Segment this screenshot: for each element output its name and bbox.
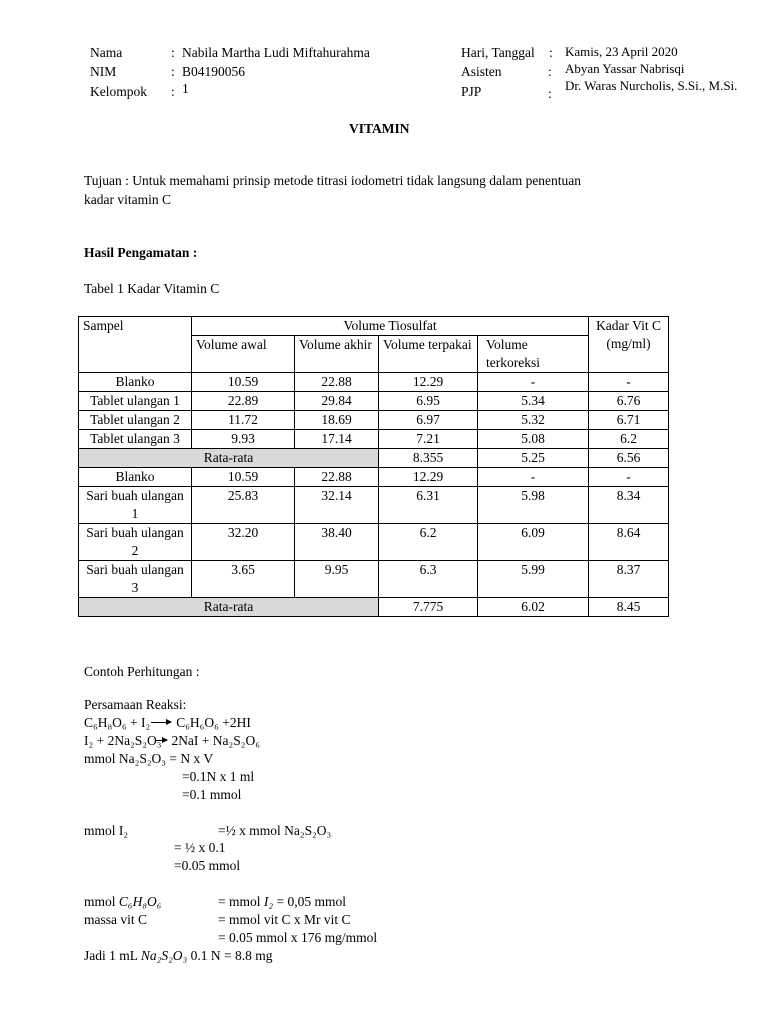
cell-awal: 11.72 — [192, 411, 295, 430]
cell-terpakai: 7.21 — [379, 430, 478, 449]
cell-sampel: Sari buah ulangan 2 — [79, 524, 192, 561]
cell-label: Rata-rata — [79, 598, 379, 617]
label-nim: NIM — [90, 64, 117, 79]
page-title: VITAMIN — [349, 121, 410, 136]
cell-kadar: 8.34 — [589, 487, 669, 524]
cell-akhir: 29.84 — [295, 392, 379, 411]
c-i2-formula: I₂ — [263, 894, 274, 909]
mmol-na-line: mmol Na₂S₂O₃ = N x V — [84, 751, 214, 766]
cell-terpakai: 8.355 — [379, 449, 478, 468]
cell-terkoreksi: 5.32 — [478, 411, 589, 430]
cell-terpakai: 7.775 — [379, 598, 478, 617]
mmol-c-eq — [218, 894, 346, 911]
cell-sampel: Blanko — [79, 373, 192, 392]
cell-kadar: 8.64 — [589, 524, 669, 561]
reaction-1-left: C₆H₈O₆ + I₂ — [84, 715, 151, 730]
jadi-val: 0.1 N = 8.8 mg — [190, 948, 273, 963]
label-kelompok: Kelompok — [90, 84, 147, 99]
value-pjp: Dr. Waras Nurcholis, S.Si., M.Si. — [565, 78, 738, 93]
value-nim: B04190056 — [182, 64, 246, 79]
i2-step-3: =0.05 mmol — [174, 858, 241, 873]
cell-terkoreksi: - — [478, 468, 589, 487]
cell-terkoreksi: 5.98 — [478, 487, 589, 524]
cell-awal: 10.59 — [192, 373, 295, 392]
header-volume-terpakai: Volume terpakai — [379, 336, 478, 373]
sep: : — [548, 86, 552, 101]
reaction-2-left: I₂ + 2Na₂S₂O₃ — [84, 733, 162, 748]
value-hari: Kamis, 23 April 2020 — [565, 44, 678, 59]
massa-step-2: = 0.05 mmol x 176 mg/mmol — [218, 930, 378, 945]
cell-akhir: 22.88 — [295, 373, 379, 392]
value-asisten: Abyan Yassar Nabrisqi — [565, 61, 685, 76]
average-row — [79, 598, 669, 617]
cell-akhir: 18.69 — [295, 411, 379, 430]
jadi-line — [84, 948, 272, 965]
cell-sampel: Sari buah ulangan 1 — [79, 487, 192, 524]
table-row — [79, 373, 669, 392]
reaction-2-right: 2NaI + Na₂S₂O₆ — [171, 733, 260, 748]
cell-kadar: 6.76 — [589, 392, 669, 411]
label-pjp: PJP — [461, 84, 482, 99]
cell-terpakai: 6.31 — [379, 487, 478, 524]
vitamin-c-table — [78, 316, 669, 617]
value-kelompok: 1 — [182, 81, 189, 96]
cell-terkoreksi: 6.02 — [478, 598, 589, 617]
table-row — [79, 430, 669, 449]
reaction-1 — [84, 715, 251, 732]
cell-terpakai: 12.29 — [379, 468, 478, 487]
cell-awal: 9.93 — [192, 430, 295, 449]
jadi-formula: Na₂S₂O₃ — [140, 948, 188, 963]
header-volume-terkoreksi: Volume terkoreksi — [478, 336, 589, 373]
average-row — [79, 449, 669, 468]
cell-awal: 25.83 — [192, 487, 295, 524]
sep: : — [549, 45, 553, 60]
cell-sampel: Tablet ulangan 1 — [79, 392, 192, 411]
cell-sampel: Tablet ulangan 3 — [79, 430, 192, 449]
label-hari: Hari, Tanggal — [461, 45, 535, 60]
cell-akhir: 17.14 — [295, 430, 379, 449]
na-step-3: =0.1 mmol — [182, 787, 242, 802]
arrow-icon — [151, 722, 171, 723]
jadi-text: Jadi 1 mL — [84, 948, 138, 963]
cell-kadar: 8.45 — [589, 598, 669, 617]
mmol-i2-label: mmol I₂ — [84, 823, 129, 838]
cell-terkoreksi: 5.25 — [478, 449, 589, 468]
header-volume-akhir: Volume akhir — [295, 336, 379, 373]
cell-awal: 3.65 — [192, 561, 295, 598]
header-volume-awal: Volume awal — [192, 336, 295, 373]
table-row — [79, 561, 669, 598]
mmol-c-label — [84, 894, 161, 911]
c-val-text: = 0,05 mmol — [276, 894, 346, 909]
cell-terkoreksi: 5.34 — [478, 392, 589, 411]
sep: : — [171, 84, 175, 99]
cell-sampel: Blanko — [79, 468, 192, 487]
cell-terkoreksi: 5.99 — [478, 561, 589, 598]
value-nama: Nabila Martha Ludi Miftahurahma — [182, 45, 370, 60]
cell-akhir: 22.88 — [295, 468, 379, 487]
cell-kadar: - — [589, 468, 669, 487]
cell-sampel: Tablet ulangan 2 — [79, 411, 192, 430]
cell-terpakai: 12.29 — [379, 373, 478, 392]
cell-akhir: 38.40 — [295, 524, 379, 561]
c-formula: C₆H₈O₆ — [118, 894, 162, 909]
cell-sampel: Sari buah ulangan 3 — [79, 561, 192, 598]
label-nama: Nama — [90, 45, 123, 60]
cell-akhir: 32.14 — [295, 487, 379, 524]
table-row — [79, 468, 669, 487]
cell-terpakai: 6.2 — [379, 524, 478, 561]
cell-awal: 10.59 — [192, 468, 295, 487]
cell-awal: 32.20 — [192, 524, 295, 561]
label-asisten: Asisten — [461, 64, 502, 79]
cell-awal: 22.89 — [192, 392, 295, 411]
c-eq-text: = mmol — [218, 894, 261, 909]
cell-kadar: 6.71 — [589, 411, 669, 430]
cell-terkoreksi: 5.08 — [478, 430, 589, 449]
table-row — [79, 487, 669, 524]
i2-step-1: =½ x mmol Na₂S₂O₃ — [218, 823, 332, 838]
cell-akhir: 9.95 — [295, 561, 379, 598]
sep: : — [171, 45, 175, 60]
massa-step-1: = mmol vit C x Mr vit C — [218, 912, 351, 927]
persamaan-heading: Persamaan Reaksi: — [84, 697, 187, 712]
mmol-c-text: mmol — [84, 894, 116, 909]
sep: : — [171, 64, 175, 79]
cell-label: Rata-rata — [79, 449, 379, 468]
massa-label: massa vit C — [84, 912, 147, 927]
cell-kadar: 8.37 — [589, 561, 669, 598]
header-sampel: Sampel — [79, 317, 192, 373]
header-kadar: Kadar Vit C (mg/ml) — [589, 317, 669, 373]
header-volume-tiosulfat: Volume Tiosulfat — [192, 317, 589, 336]
cell-kadar: 6.2 — [589, 430, 669, 449]
hasil-heading: Hasil Pengamatan : — [84, 245, 198, 260]
contoh-heading: Contoh Perhitungan : — [84, 664, 200, 679]
table-row — [79, 411, 669, 430]
cell-terpakai: 6.97 — [379, 411, 478, 430]
table-caption: Tabel 1 Kadar Vitamin C — [84, 281, 220, 296]
cell-terkoreksi: - — [478, 373, 589, 392]
i2-step-2: = ½ x 0.1 — [174, 840, 226, 855]
reaction-2 — [84, 733, 260, 750]
cell-kadar: 6.56 — [589, 449, 669, 468]
table-row — [79, 524, 669, 561]
tujuan-line1: Tujuan : Untuk memahami prinsip metode titrasi iodometri tidak langsung dalam penentuan — [84, 173, 582, 188]
sep: : — [548, 64, 552, 79]
arrow-icon — [155, 740, 167, 741]
cell-terkoreksi: 6.09 — [478, 524, 589, 561]
cell-terpakai: 6.95 — [379, 392, 478, 411]
reaction-1-right: C₆H₆O₆ +2HI — [176, 715, 251, 730]
na-step-2: =0.1N x 1 ml — [182, 769, 255, 784]
cell-kadar: - — [589, 373, 669, 392]
cell-terpakai: 6.3 — [379, 561, 478, 598]
tujuan-line2: kadar vitamin C — [84, 192, 171, 207]
table-row — [79, 392, 669, 411]
